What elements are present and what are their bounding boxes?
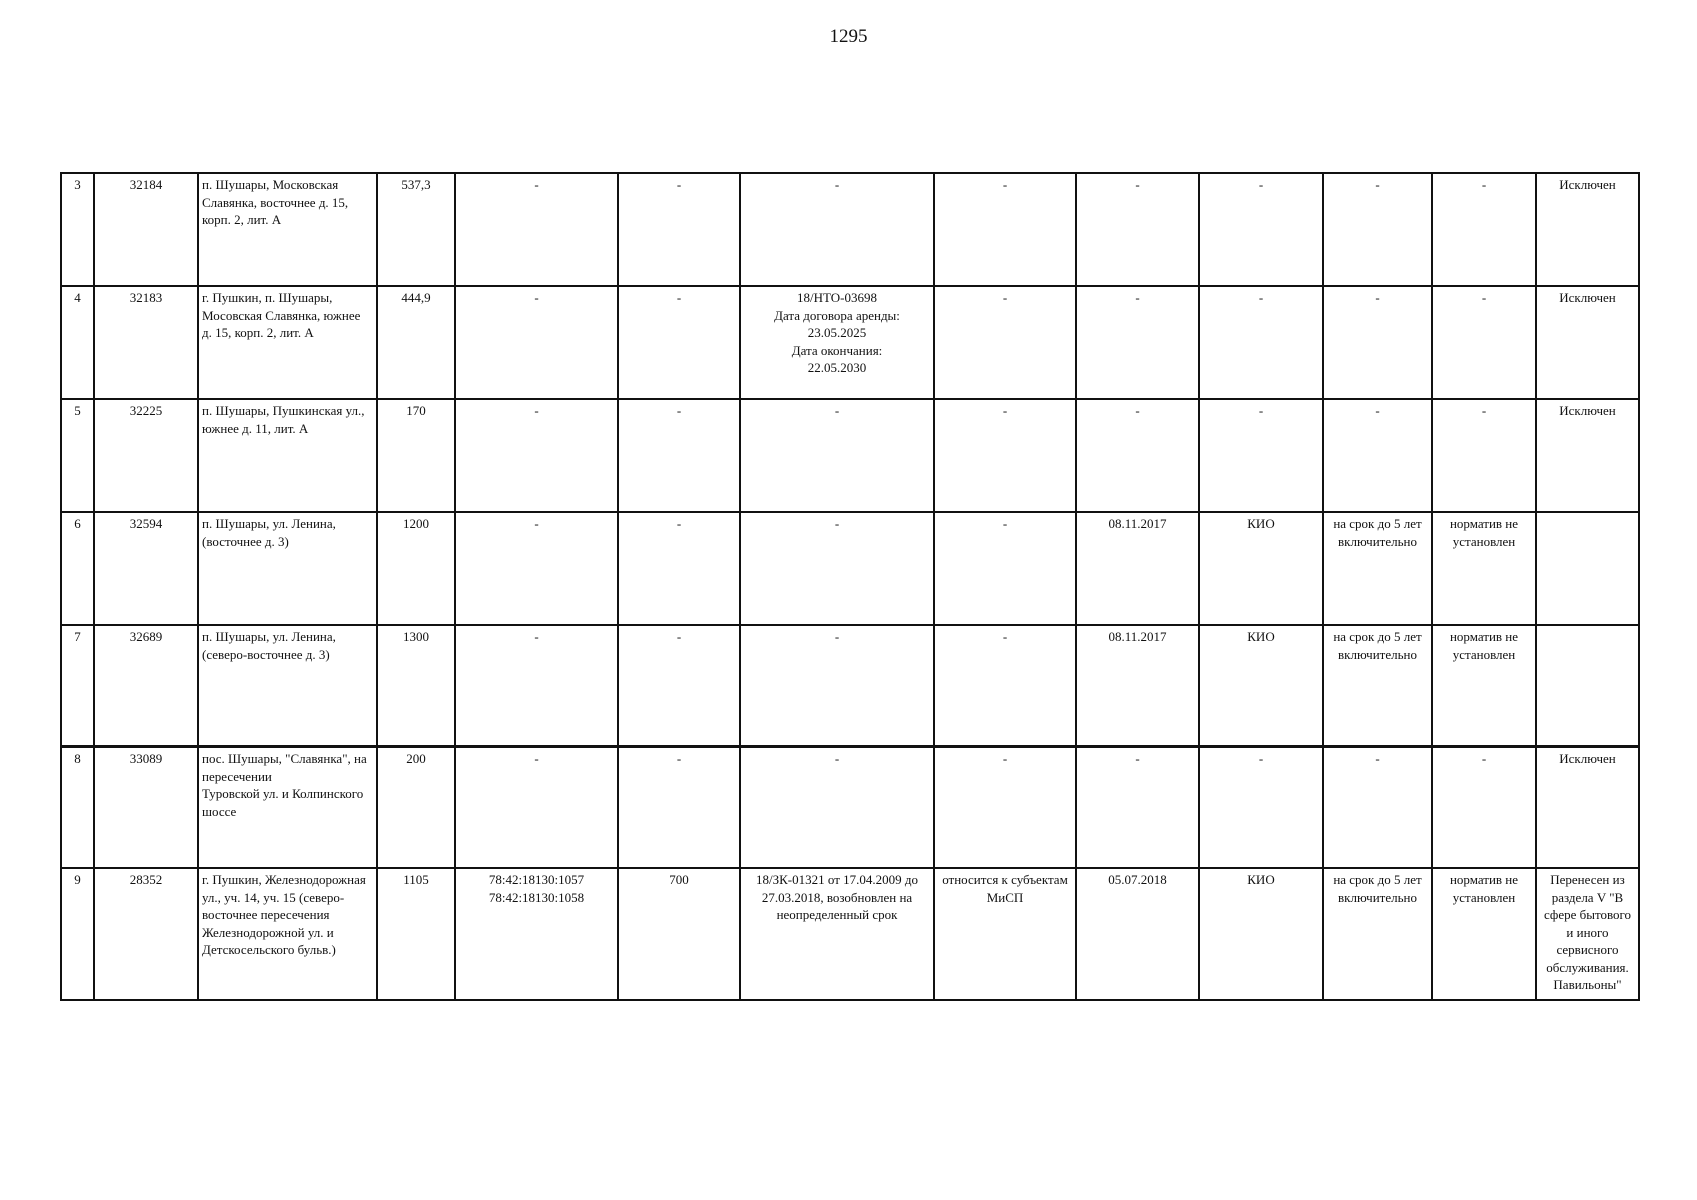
organization: - <box>1199 399 1323 512</box>
cadastral-area: - <box>618 173 740 286</box>
cadastral-area: 700 <box>618 868 740 1000</box>
cadastral-area: - <box>618 399 740 512</box>
row-number: 9 <box>61 868 94 1000</box>
date: - <box>1076 399 1199 512</box>
cadastral-number: 78:42:18130:1057 78:42:18130:1058 <box>455 868 618 1000</box>
msp-status: - <box>934 173 1076 286</box>
cadastral-number: - <box>455 512 618 625</box>
norm: - <box>1432 399 1536 512</box>
date: - <box>1076 173 1199 286</box>
contract-info: 18/ЗК-01321 от 17.04.2009 до 27.03.2018, возобновлен на неопределенный срок <box>740 868 934 1000</box>
table-row <box>61 173 1639 286</box>
area: 444,9 <box>377 286 455 399</box>
row-number: 4 <box>61 286 94 399</box>
contract-info: 18/НТО-03698 Дата договора аренды: 23.05.2025 Дата окончания: 22.05.2030 <box>740 286 934 399</box>
organization: КИО <box>1199 625 1323 747</box>
term: на срок до 5 лет включительно <box>1323 625 1432 747</box>
note: Исключен <box>1536 399 1639 512</box>
address: г. Пушкин, Железнодорожная ул., уч. 14, уч. 15 (северо-восточнее пересечения Железнодорожной ул. и Детскосельского бульв.) <box>198 868 377 1000</box>
organization: - <box>1199 173 1323 286</box>
cadastral-area: - <box>618 747 740 869</box>
cadastral-number: - <box>455 747 618 869</box>
object-id: 32184 <box>94 173 198 286</box>
norm: - <box>1432 286 1536 399</box>
table-row <box>61 399 1639 512</box>
contract-info: - <box>740 399 934 512</box>
row-number: 5 <box>61 399 94 512</box>
norm: - <box>1432 747 1536 869</box>
msp-status: относится к субъектам МиСП <box>934 868 1076 1000</box>
organization: КИО <box>1199 868 1323 1000</box>
cadastral-number: - <box>455 173 618 286</box>
object-id: 32225 <box>94 399 198 512</box>
norm: норматив не установлен <box>1432 868 1536 1000</box>
table-row <box>61 868 1639 1000</box>
object-id: 28352 <box>94 868 198 1000</box>
term: - <box>1323 286 1432 399</box>
term: - <box>1323 399 1432 512</box>
date: 08.11.2017 <box>1076 625 1199 747</box>
msp-status: - <box>934 625 1076 747</box>
object-id: 33089 <box>94 747 198 869</box>
cadastral-number: - <box>455 286 618 399</box>
note <box>1536 625 1639 747</box>
object-id: 32183 <box>94 286 198 399</box>
norm: норматив не установлен <box>1432 512 1536 625</box>
term: - <box>1323 747 1432 869</box>
object-id: 32689 <box>94 625 198 747</box>
organization: - <box>1199 747 1323 869</box>
note <box>1536 512 1639 625</box>
contract-info: - <box>740 512 934 625</box>
table-row <box>61 512 1639 625</box>
cadastral-area: - <box>618 625 740 747</box>
address: пос. Шушары, "Славянка", на пересечении Туровской ул. и Колпинского шоссе <box>198 747 377 869</box>
msp-status: - <box>934 512 1076 625</box>
organization: - <box>1199 286 1323 399</box>
object-id: 32594 <box>94 512 198 625</box>
date: 08.11.2017 <box>1076 512 1199 625</box>
note: Исключен <box>1536 747 1639 869</box>
registry-table <box>60 172 1640 1001</box>
contract-info: - <box>740 747 934 869</box>
cadastral-area: - <box>618 512 740 625</box>
row-number: 3 <box>61 173 94 286</box>
norm: - <box>1432 173 1536 286</box>
note: Перенесен из раздела V "В сфере бытового и иного сервисного обслуживания. Павильоны" <box>1536 868 1639 1000</box>
address: п. Шушары, Пушкинская ул., южнее д. 11, лит. А <box>198 399 377 512</box>
contract-info: - <box>740 173 934 286</box>
table-row <box>61 286 1639 399</box>
term: - <box>1323 173 1432 286</box>
date: - <box>1076 747 1199 869</box>
note: Исключен <box>1536 286 1639 399</box>
msp-status: - <box>934 399 1076 512</box>
cadastral-number: - <box>455 399 618 512</box>
row-number: 8 <box>61 747 94 869</box>
table-row <box>61 625 1639 747</box>
date: 05.07.2018 <box>1076 868 1199 1000</box>
date: - <box>1076 286 1199 399</box>
msp-status: - <box>934 286 1076 399</box>
address: п. Шушары, ул. Ленина, (северо-восточнее д. 3) <box>198 625 377 747</box>
term: на срок до 5 лет включительно <box>1323 868 1432 1000</box>
address: г. Пушкин, п. Шушары, Мосовская Славянка, южнее д. 15, корп. 2, лит. А <box>198 286 377 399</box>
term: на срок до 5 лет включительно <box>1323 512 1432 625</box>
area: 1105 <box>377 868 455 1000</box>
table-row <box>61 747 1639 869</box>
cadastral-area: - <box>618 286 740 399</box>
area: 1200 <box>377 512 455 625</box>
row-number: 6 <box>61 512 94 625</box>
area: 537,3 <box>377 173 455 286</box>
cadastral-number: - <box>455 625 618 747</box>
page-number: 1295 <box>829 26 868 47</box>
row-number: 7 <box>61 625 94 747</box>
msp-status: - <box>934 747 1076 869</box>
area: 170 <box>377 399 455 512</box>
contract-info: - <box>740 625 934 747</box>
note: Исключен <box>1536 173 1639 286</box>
organization: КИО <box>1199 512 1323 625</box>
norm: норматив не установлен <box>1432 625 1536 747</box>
area: 200 <box>377 747 455 869</box>
area: 1300 <box>377 625 455 747</box>
address: п. Шушары, ул. Ленина, (восточнее д. 3) <box>198 512 377 625</box>
address: п. Шушары, Московская Славянка, восточнее д. 15, корп. 2, лит. А <box>198 173 377 286</box>
